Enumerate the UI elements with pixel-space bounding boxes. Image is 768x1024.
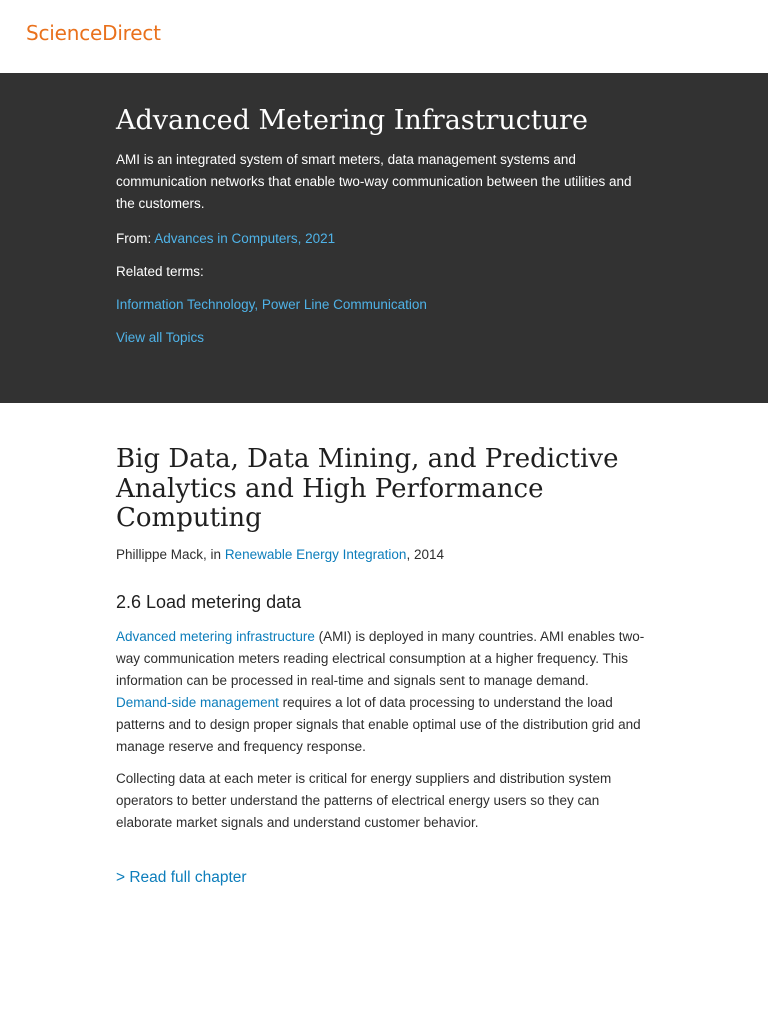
topic-hero-content xyxy=(116,103,646,360)
chapter-year: , 2014 xyxy=(406,546,444,562)
paragraph-text: (AMI) is deployed in many countries. AMI enables two-way communication meters reading electrical consumption at a higher frequency. This information can be processed in real-time and signals sent to manage demand. xyxy=(116,628,645,688)
related-term-separator: , xyxy=(254,297,262,312)
chapter-byline xyxy=(116,544,646,566)
site-header xyxy=(0,0,768,73)
book-link[interactable]: Renewable Energy Integration xyxy=(224,546,407,562)
related-terms-list xyxy=(116,294,646,316)
source-link[interactable]: Advances in Computers, 2021 xyxy=(154,231,336,246)
topic-definition: AMI is an integrated system of smart meters, data management systems and communication networks that enable two-way communication between the utilities and the customers. xyxy=(116,152,632,211)
demand-side-management-link[interactable]: Demand-side management xyxy=(116,694,279,710)
from-label: From: xyxy=(116,231,155,246)
excerpt-paragraph-1 xyxy=(116,626,646,758)
view-all-topics-link[interactable]: View all Topics xyxy=(116,330,205,345)
sciencedirect-logo[interactable]: ScienceDirect xyxy=(26,21,161,45)
chapter-title[interactable]: Big Data, Data Mining, and Predictive Analytics and High Performance Computing xyxy=(116,444,619,533)
advanced-metering-infrastructure-link[interactable]: Advanced metering infrastructure xyxy=(116,628,315,644)
related-term-information-technology[interactable]: Information Technology xyxy=(116,297,255,312)
excerpt-paragraph-2: Collecting data at each meter is critical for energy suppliers and distribution system operators to better understand the patterns of electrical energy users so they can elaborate market signals and understand customer behavior. xyxy=(116,770,612,830)
related-term-power-line-communication[interactable]: Power Line Communication xyxy=(261,297,427,312)
related-terms-label: Related terms: xyxy=(116,264,204,279)
topic-hero xyxy=(0,73,768,403)
view-all-line xyxy=(116,327,646,349)
section-title: 2.6 Load metering data xyxy=(116,591,302,612)
read-full-chapter-link[interactable]: > Read full chapter xyxy=(116,868,247,886)
topic-source xyxy=(116,228,646,250)
topic-title: Advanced Metering Infrastructure xyxy=(116,105,589,136)
paragraph-text: requires a lot of data processing to understand the load patterns and to design proper signals that enable optimal use of the distribution grid and manage reserve and frequency response. xyxy=(116,694,641,754)
chapter-author: Phillippe Mack, in xyxy=(116,546,225,562)
chapter-excerpt xyxy=(116,445,646,887)
